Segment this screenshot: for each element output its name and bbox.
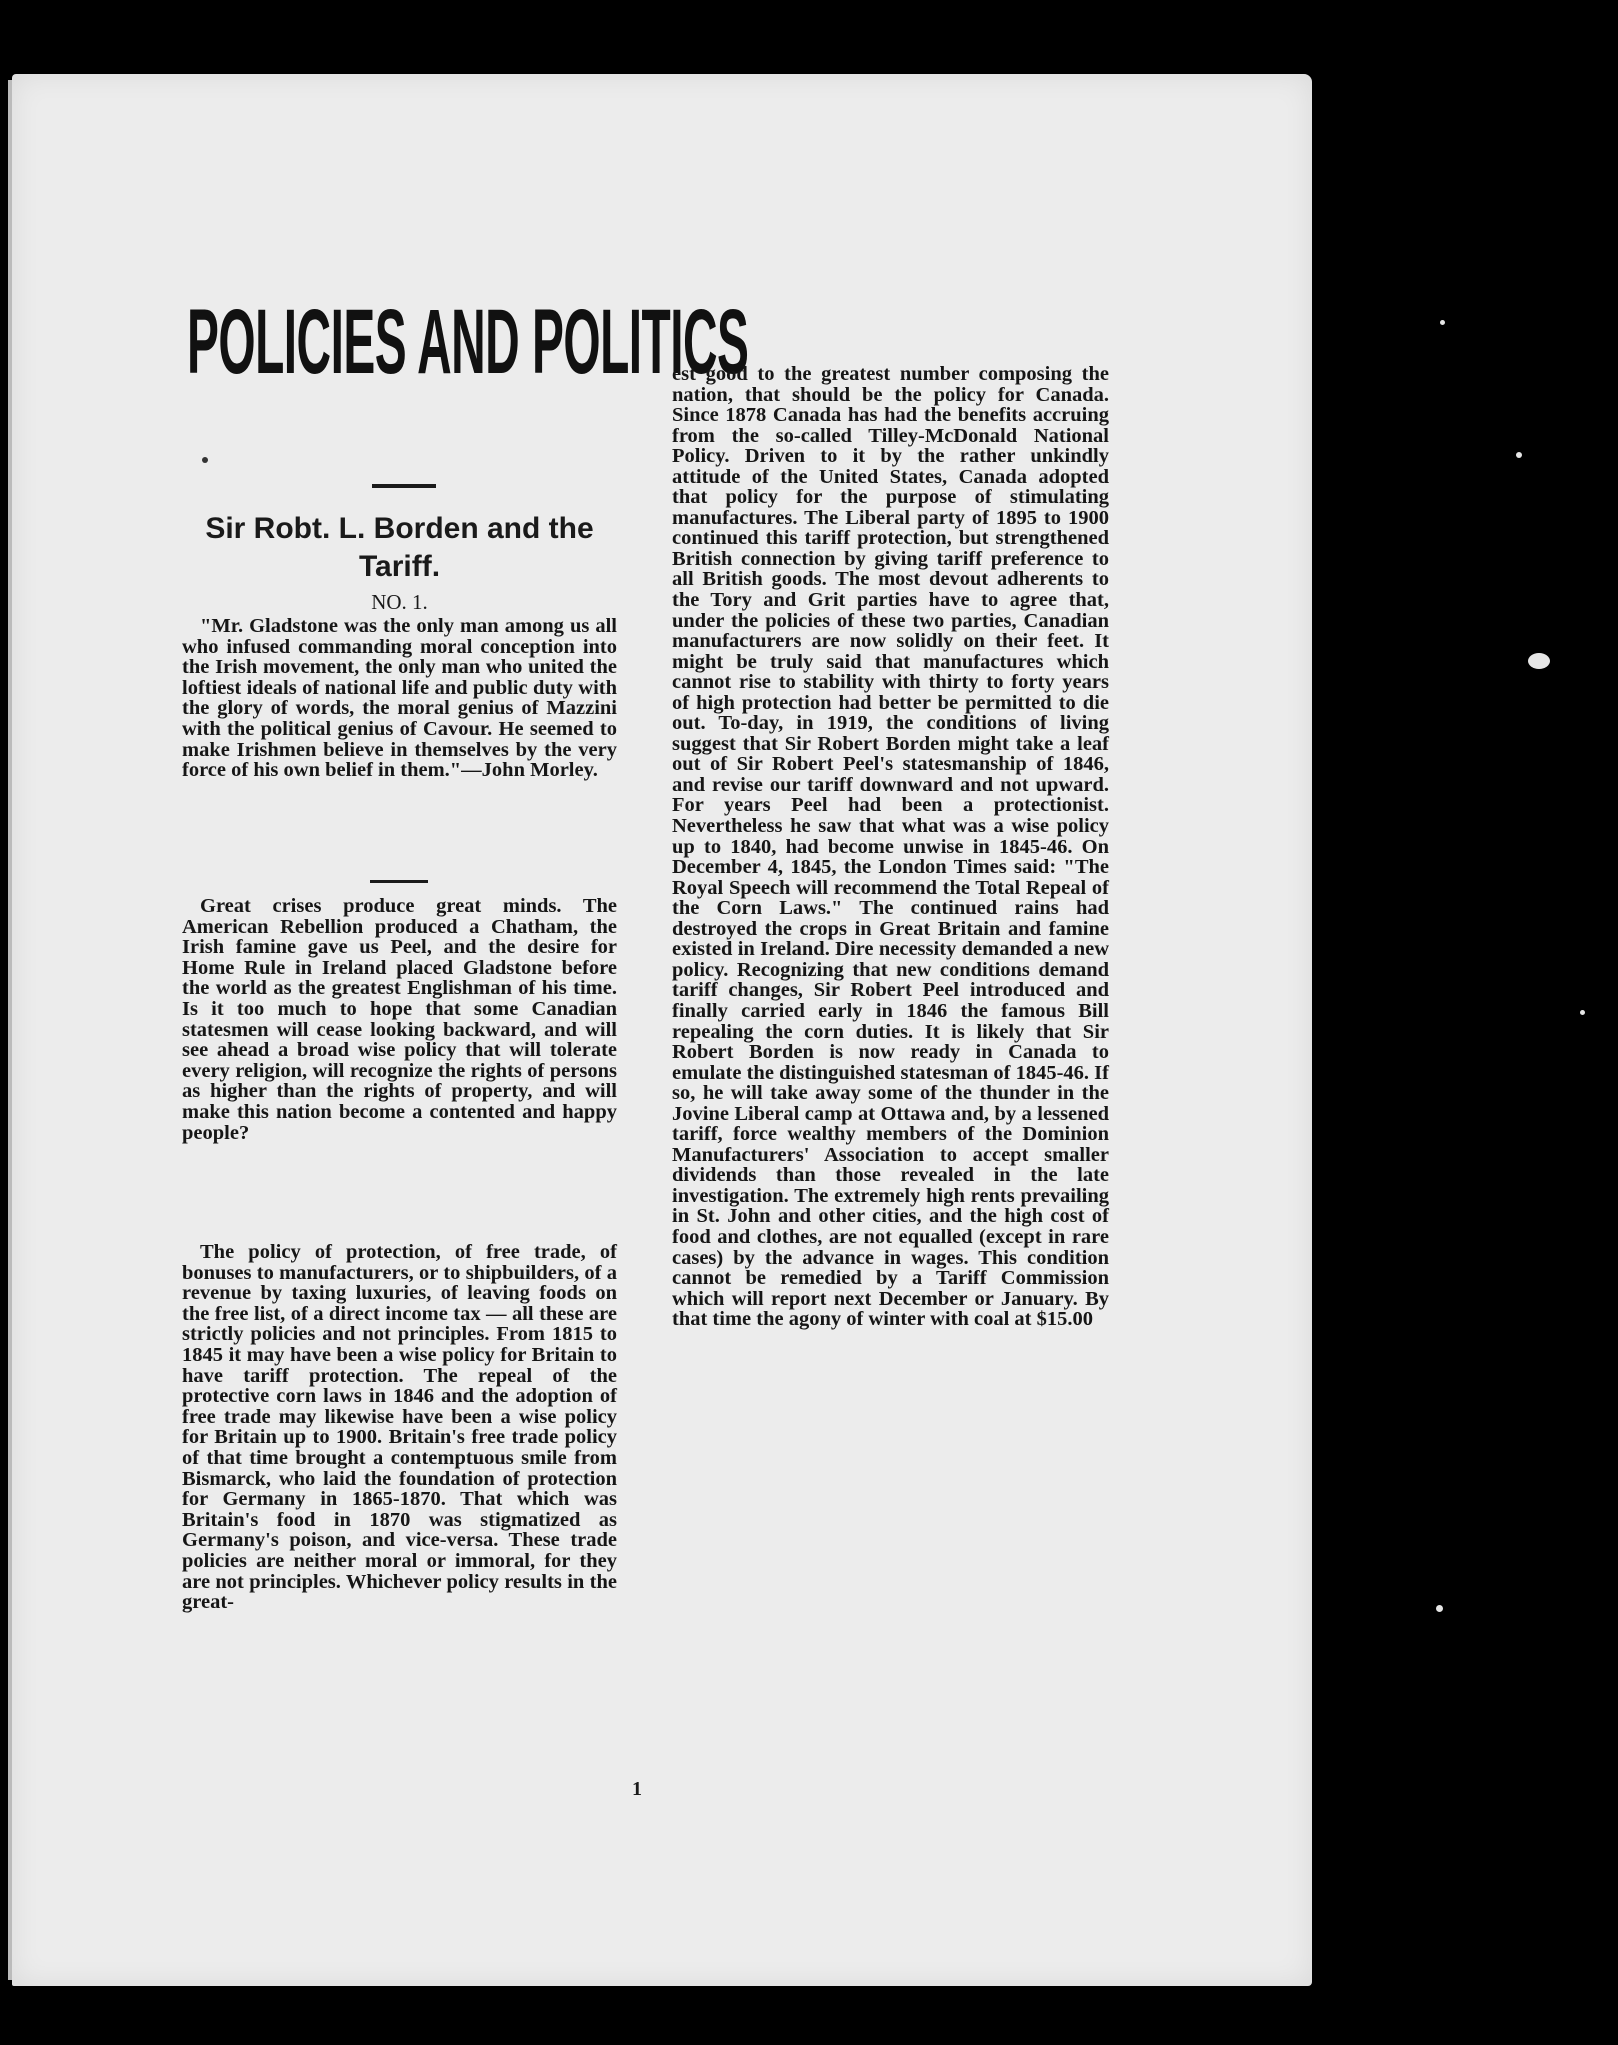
section-divider [370, 880, 428, 883]
title-divider [372, 484, 436, 488]
article-title: POLICIES AND POLITICS [187, 291, 749, 393]
scan-speck [1528, 653, 1550, 669]
scan-speck [1516, 452, 1522, 458]
document-page [12, 74, 1312, 1986]
title-block [187, 291, 749, 404]
article-number: NO. 1. [371, 590, 428, 614]
scan-speck [1436, 1605, 1443, 1612]
article-subtitle: Sir Robt. L. Borden and the Tariff. [205, 512, 594, 583]
decorative-dot [202, 457, 208, 463]
paragraph-policy-of-protection: The policy of protection, of free trade, of bonuses to manufacturers, or to shipbuilders, of a revenue by taxing luxuries, of leaving foods on the free list, of a direct income tax — all these are strictly policies and not principles. From 1815 to 1845 it may have been a wise policy for Britain to have tariff protection. The repeal of the protective corn laws in 1846 and the adoption of free trade may likewise have been a wise policy for Britain up to 1900. Britain's free trade policy of that time brought a contemptuous smile from Bismarck, who laid the foundation of protection for Germany in 1865-1870. That which was Britain's food in 1870 was stigmatized as Germany's poison, and vice-versa. These trade policies are neither moral or immoral, for they are not principles. Whichever policy results in the great- [182, 1241, 617, 1614]
scan-speck [1440, 320, 1445, 325]
paragraph-right-column: est good to the greatest number composing the nation, that should be the policy for Canada. Since 1878 Canada has had the benefits accruing from the so-called Tilley-McDonald National Policy. Driven to it by the rather unkindly attitude of the United States, Canada adopted that policy for the purpose of stimulating manufactures. The Liberal party of 1895 to 1900 continued this tariff protection, but strengthened British connection by giving tariff preference to all British goods. The most devout adherents to the Tory and Grit parties have to agree that, under the policies of these two parties, Canadian manufacturers are now solidly on their feet. It might be truly said that manufactures which cannot rise to stability with thirty to forty years of high protection had better be permitted to die out. To-day, in 1919, the conditions of living suggest that Sir Robert Borden might take a leaf out of Sir Robert Peel's statesmanship of 1846, and revise our tariff downward and not upward. For years Peel had been a protectionist. Nevertheless he saw that what was a wise policy up to 1840, had become unwise in 1845-46. On December 4, 1845, the London Times said: "The Royal Speech will recommend the Total Repeal of the Corn Laws." The continued rains had destroyed the crops in Great Britain and famine existed in Ireland. Dire necessity demanded a new policy. Recognizing that new conditions demand tariff changes, Sir Robert Peel introduced and finally carried early in 1846 the famous Bill repealing the corn duties. It is likely that Sir Robert Borden is now ready in Canada to emulate the distinguished statesman of 1845-46. If so, he will take away some of the thunder in the Jovine Liberal camp at Ottawa and, by a lessened tariff, force wealthy members of the Dominion Manufacturers' Association to accept smaller dividends than those revealed in the late investigation. The extremely high rents prevailing in St. John and other cities, and the high cost of food and clothes, are not equalled (except in rare cases) by the advance in wages. This condition cannot be remedied by a Tariff Commission which will report next December or January. By that time the agony of winter with coal at $15.00 [672, 363, 1109, 1331]
epigraph-quote: "Mr. Gladstone was the only man among us all who infused commanding moral conception into the Irish movement, the only man who united the loftiest ideals of national life and public duty with the glory of words, the moral genius of Mazzini with the political genius of Cavour. He seemed to make Irishmen believe in themselves by the very force of his own belief in them."—John Morley. [182, 615, 617, 782]
page-number: 1 [632, 1778, 642, 1800]
scan-speck [1580, 1010, 1585, 1015]
paragraph-great-crises: Great crises produce great minds. The American Rebellion produced a Chatham, the Irish famine gave us Peel, and the desire for Home Rule in Ireland placed Gladstone before the world as the greatest Englishman of his time. Is it too much to hope that some Canadian statesmen will cease looking backward, and will see ahead a broad wise policy that will tolerate every religion, will recognize the rights of persons as higher than the rights of property, and will make this nation become a contented and happy people? [182, 895, 617, 1144]
